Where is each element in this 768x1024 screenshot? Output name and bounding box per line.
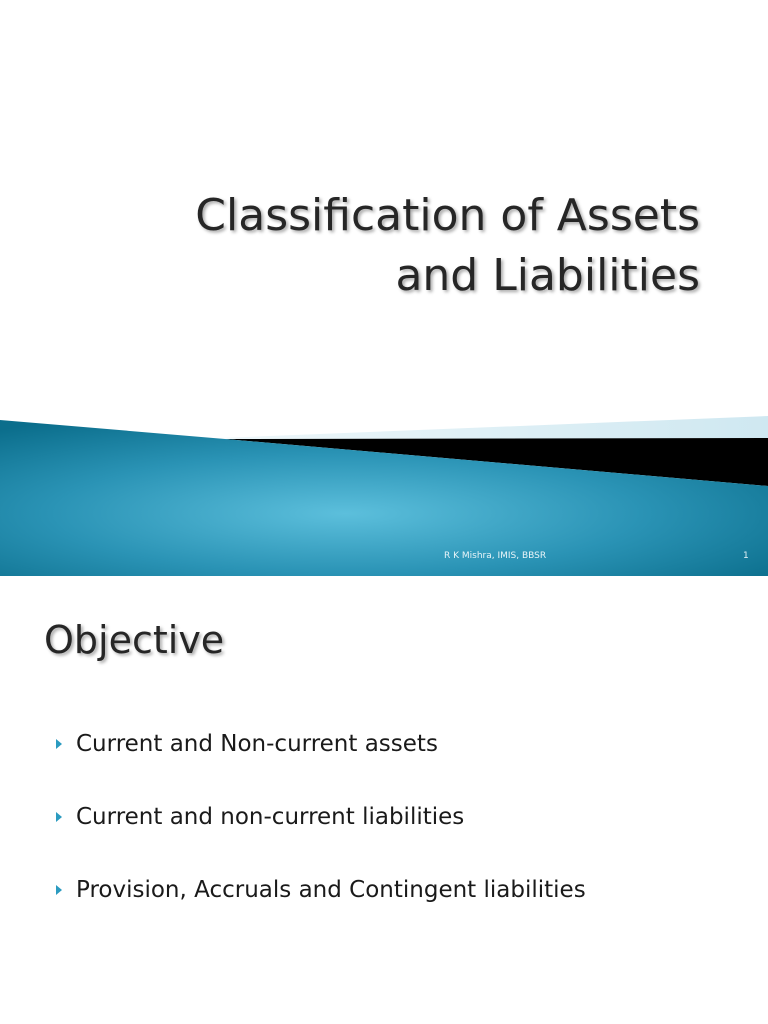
list-item-text: Current and Non-current assets — [76, 731, 438, 757]
slide-footer-author: R K Mishra, IMIS, BBSR — [444, 551, 547, 561]
band-pale-strip — [220, 416, 768, 440]
objective-list — [56, 726, 586, 945]
slide-title-line-2: and Liabilities — [395, 250, 700, 301]
slide-page-number: 1 — [743, 551, 749, 561]
decorative-band — [0, 410, 768, 576]
list-item-text: Provision, Accruals and Contingent liabilities — [76, 877, 586, 903]
triangle-right-icon — [56, 739, 62, 749]
slide-title-line-1: Classification of Assets — [195, 190, 700, 241]
list-item — [56, 799, 586, 835]
objective-slide — [0, 576, 768, 1024]
list-item — [56, 726, 586, 762]
objective-heading: Objective — [44, 618, 225, 662]
triangle-right-icon — [56, 885, 62, 895]
slide-title — [195, 186, 700, 306]
list-item-text: Current and non-current liabilities — [76, 804, 465, 830]
list-item — [56, 872, 586, 908]
triangle-right-icon — [56, 812, 62, 822]
